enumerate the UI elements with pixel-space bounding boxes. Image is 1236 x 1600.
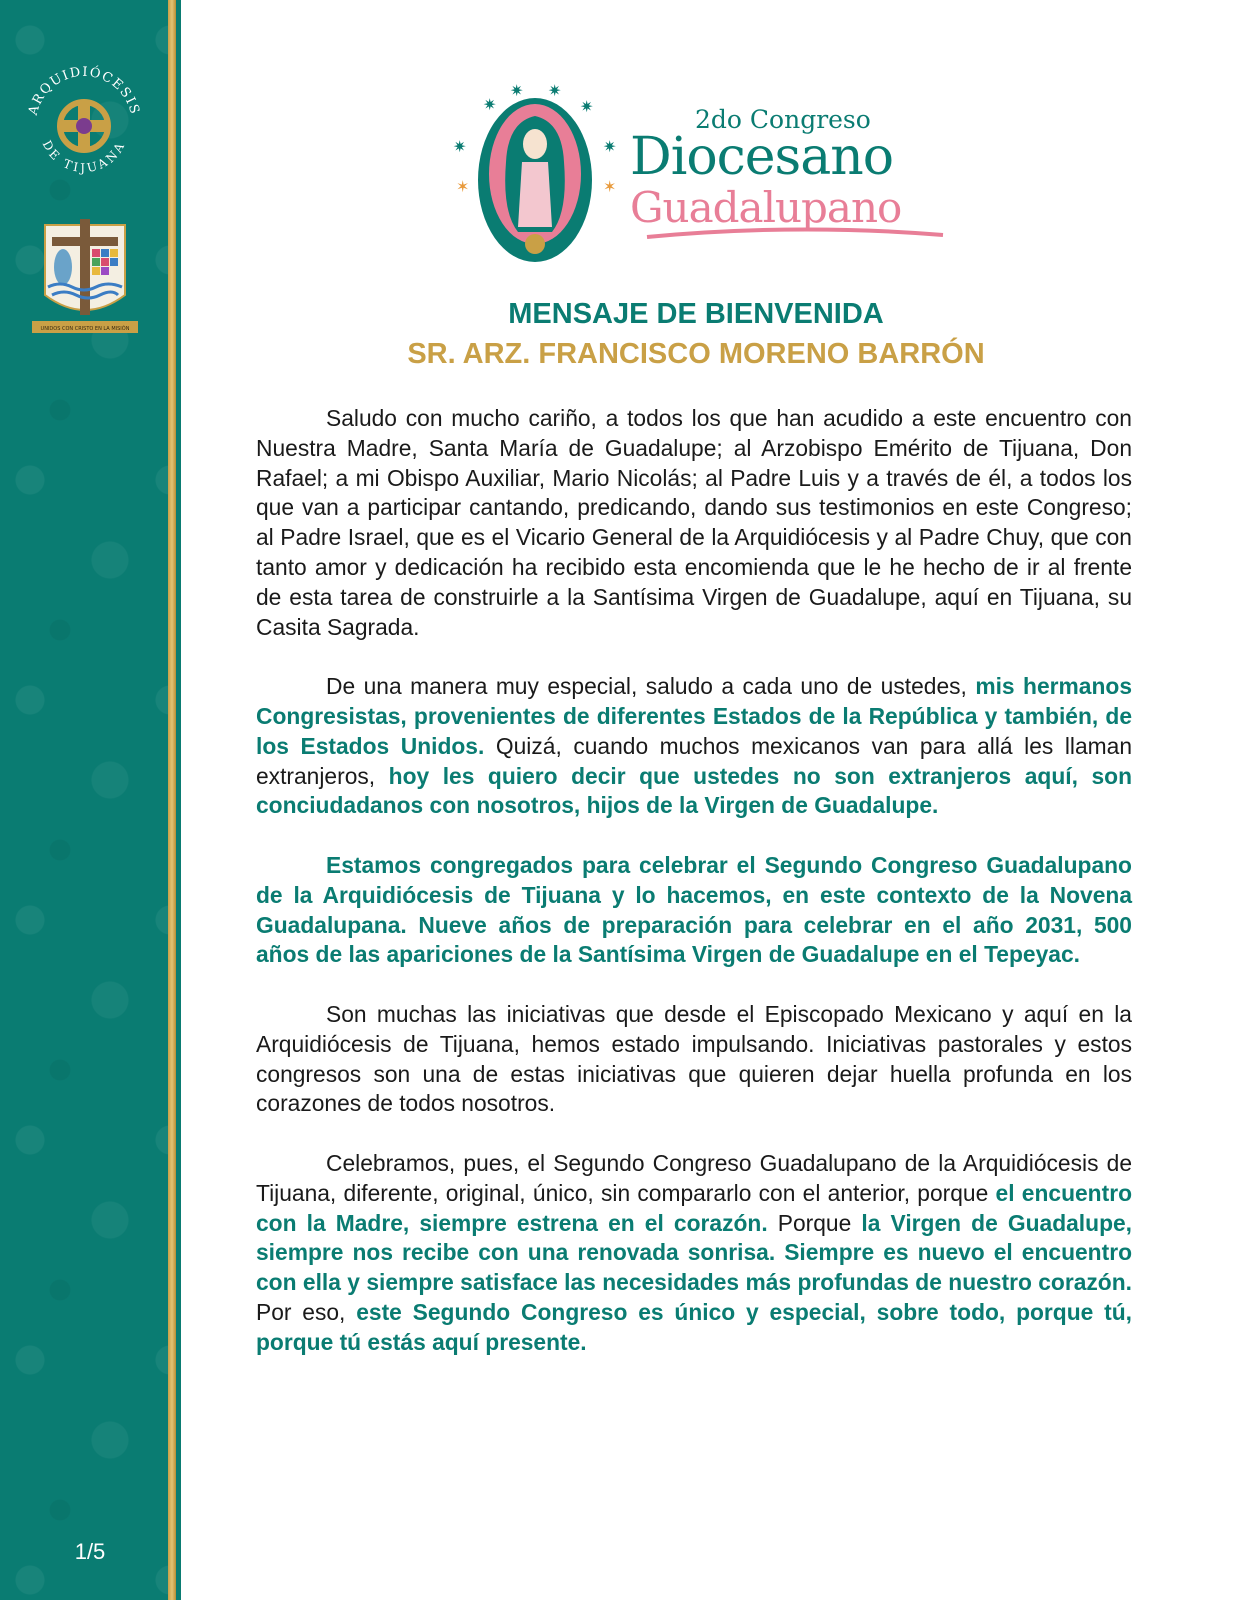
page-number: 1/5: [74, 1539, 106, 1564]
text-run: De una manera muy especial, saludo a cada uno de ustedes,: [326, 673, 976, 700]
paragraph: [256, 404, 1132, 642]
paragraph: [256, 851, 1132, 970]
text-run: Quizá, cuando muchos mexicanos van para allá les llaman extranjeros,: [256, 732, 1132, 789]
svg-text:✶: ✶: [603, 177, 617, 196]
highlighted-text: este Segundo Congreso es único y especial, sobre todo, porque tú, porque tú estás aquí presente.: [256, 1298, 1132, 1355]
virgin-of-guadalupe-emblem: [448, 82, 623, 272]
logo-line-1: 2do Congreso: [695, 105, 871, 134]
svg-text:✷: ✷: [483, 95, 497, 114]
paragraph: [256, 672, 1132, 821]
text-run: Saludo con mucho cariño, a todos los que han acudido a este encuentro con Nuestra Madre, Santa María de Guadalupe; al Arzobispo Emérito de Tijuana, Don Rafael; a mi Obispo Auxiliar, Mario Nicolás; al Padre Luis y a través de él, a todos los que van a participar cantando, predicando, dando sus testimonios en este Congreso; al Padre Israel, que es el Vicario General de la Arquidiócesis y al Padre Chuy, que con tanto amor y dedicación ha recibido esta encomienda que le he hecho de ir al frente de esta tarea de construirle a la Santísima Virgen de Guadalupe, aquí en Tijuana, su Casita Sagrada.: [256, 405, 1132, 640]
svg-text:✷: ✷: [580, 97, 594, 116]
text-run: Son muchas las iniciativas que desde el Episcopado Mexicano y aquí en la Arquidiócesis de Tijuana, hemos estado impulsando. Iniciativas pastorales y estos congresos son una de estas iniciativas que quieren dejar huella profunda en los corazones de todos nosotros.: [256, 1000, 1132, 1117]
crest-icon: [30, 215, 140, 340]
text-run: Celebramos, pues, el Segundo Congreso Guadalupano de la Arquidiócesis de Tijuana, diferente, original, único, sin compararlo con el anterior, porque: [256, 1149, 1132, 1206]
teal-stripe: [176, 0, 181, 1600]
archdiocese-seal: [22, 62, 146, 186]
highlighted-text: hoy les quiero decir que ustedes no son extranjeros aquí, son conciudadanos con nosotros, hijos de la Virgen de Guadalupe.: [256, 762, 1132, 819]
crest-motto: UNIDOS CON CRISTO EN LA MISIÓN: [40, 326, 130, 332]
svg-text:✷: ✷: [603, 137, 617, 156]
logo-line-3: Guadalupano: [630, 183, 902, 232]
seal-text-top: ARQUIDIÓCESIS: [25, 64, 143, 117]
svg-text:✷: ✷: [548, 82, 562, 100]
svg-text:✷: ✷: [453, 137, 467, 156]
highlighted-text: la Virgen de Guadalupe, siempre nos recibe con una renovada sonrisa. Siempre es nuevo el encuentro con ella y siempre satisface las necesidades más profundas de nuestro corazón.: [256, 1209, 1133, 1296]
message-body: [256, 404, 1132, 1387]
svg-text:✶: ✶: [456, 177, 470, 196]
paragraph: [256, 1000, 1132, 1119]
text-run: Porque: [767, 1209, 862, 1236]
highlighted-text: el encuentro con la Madre, siempre estrena en el corazón.: [256, 1179, 1132, 1236]
highlighted-text: Estamos congregados para celebrar el Segundo Congreso Guadalupano de la Arquidiócesis de Tijuana y lo hacemos, en este contexto de la Novena Guadalupana. Nueve años de preparación para celebrar en el año 2031, 500 años de las apariciones de la Santísima Virgen de Guadalupe en el Tepeyac.: [256, 851, 1132, 968]
logo-line-2: Diocesano: [630, 127, 894, 187]
seal-text-bottom: DE TIJUANA: [39, 138, 129, 176]
page-title: MENSAJE DE BIENVENIDA: [508, 298, 884, 330]
gold-stripe: [168, 0, 176, 1600]
paragraph: [256, 1149, 1132, 1358]
logo-swash: [645, 225, 945, 241]
cross-icon: [58, 100, 110, 152]
svg-text:✷: ✷: [510, 82, 524, 100]
congress-logo-text: [625, 105, 965, 240]
text-run: Por eso,: [256, 1298, 357, 1325]
page-subtitle: SR. ARZ. FRANCISCO MORENO BARRÓN: [407, 338, 985, 370]
highlighted-text: mis hermanos Congresistas, provenientes de diferentes Estados de la República y también, de los Estados Unidos.: [256, 673, 1132, 759]
